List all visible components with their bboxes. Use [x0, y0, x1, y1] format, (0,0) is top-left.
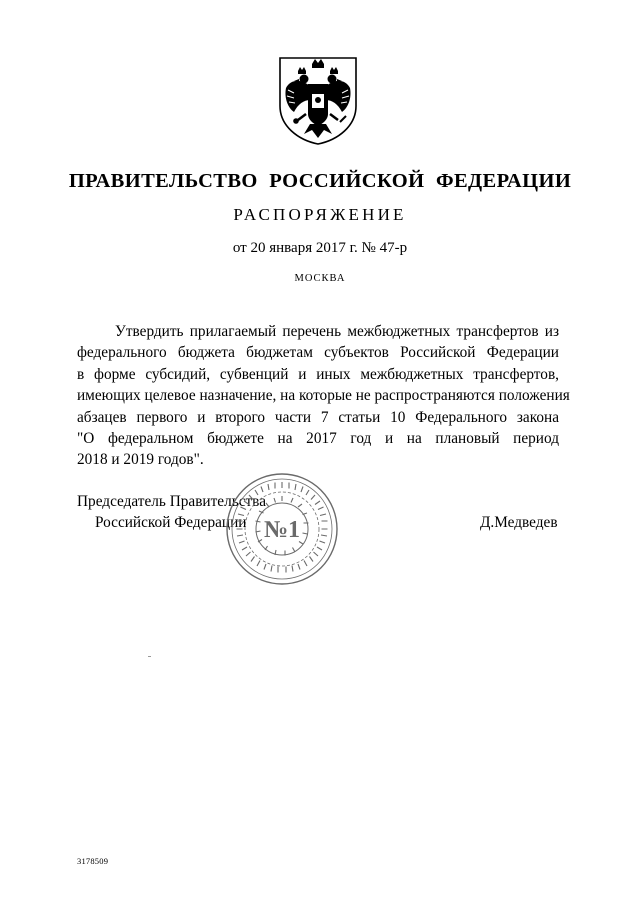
signatory-position-line: Российской Федерации	[95, 514, 247, 532]
order-text-line: Утвердить прилагаемый перечень межбюджетных трансфертов из	[115, 323, 559, 340]
coat-of-arms-icon	[274, 54, 362, 146]
order-text-line: 2018 и 2019 годов".	[77, 451, 204, 469]
order-text-line: в форме субсидий, субвенций и иных межбюджетных трансфертов,	[77, 365, 559, 383]
scan-speck	[148, 656, 151, 657]
government-title: ПРАВИТЕЛЬСТВО РОССИЙСКОЙ ФЕДЕРАЦИИ	[68, 170, 572, 192]
document-city: МОСКВА	[294, 273, 346, 284]
document-date-number: от 20 января 2017 г. № 47-р	[232, 240, 408, 256]
signatory-position-line: Председатель Правительства	[77, 493, 266, 510]
order-text-line: абзацев первого и второго части 7 статьи 10 Федерального закона	[77, 408, 559, 426]
official-seal-stamp	[223, 470, 341, 588]
document-code: 3178509	[77, 856, 109, 866]
order-text-line: "О федеральном бюджете на 2017 год и на плановый период	[77, 430, 559, 448]
order-text	[77, 321, 570, 471]
signatory-name: Д.Медведев	[480, 514, 558, 531]
seal-number: №1	[263, 517, 301, 543]
document-type: РАСПОРЯЖЕНИЕ	[233, 205, 407, 224]
order-text-line: федерального бюджета бюджетам субъектов Российской Федерации	[77, 344, 559, 362]
order-text-line: имеющих целевое назначение, на которые не распространяются положения	[77, 387, 570, 405]
